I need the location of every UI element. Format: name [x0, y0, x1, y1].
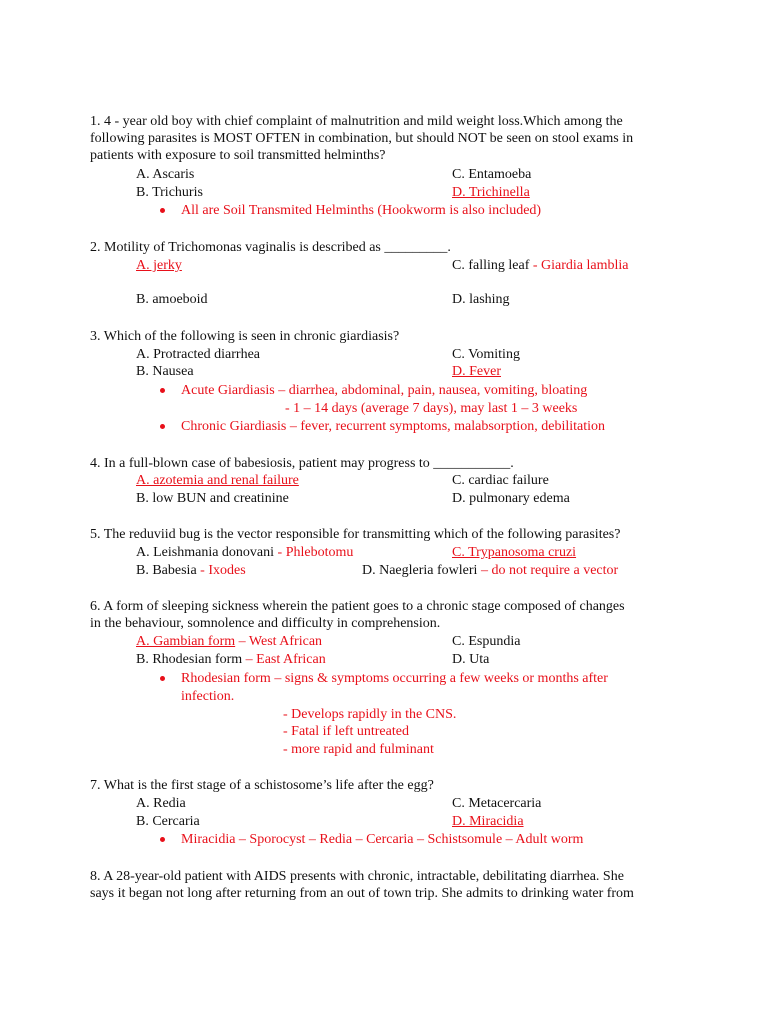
q2-option-d: D. lashing	[452, 292, 510, 307]
q5-option-a-note: - Phlebotomu	[274, 545, 354, 560]
q8-stem-line2: says it began not long after returning from an out of town trip. She admits to drinking water from	[90, 886, 634, 901]
q6-sub-2: - Fatal if left untreated	[283, 724, 409, 739]
q4-option-b: B. low BUN and creatinine	[136, 491, 289, 506]
q2-option-a-answer: A. jerky	[136, 258, 182, 273]
q8-stem-line1: 8. A 28-year-old patient with AIDS presents with chronic, intractable, debilitating diarrhea. She	[90, 869, 624, 884]
q7-bullet	[160, 837, 165, 842]
q6-stem-line1: 6. A form of sleeping sickness wherein the patient goes to a chronic stage composed of changes	[90, 599, 625, 614]
q3-option-d-answer: D. Fever	[452, 364, 501, 379]
q7-option-d-answer: D. Miracidia	[452, 814, 524, 829]
q6-note: Rhodesian form – signs & symptoms occurring a few weeks or months after	[181, 671, 608, 686]
q1-stem-line3: patients with exposure to soil transmitted helminths?	[90, 148, 386, 163]
q6-option-a-note: – West African	[235, 634, 323, 649]
q6-option-d: D. Uta	[452, 652, 490, 667]
q4-option-a-answer: A. azotemia and renal failure	[136, 473, 299, 488]
q5-option-b: B. Babesia - Ixodes	[136, 563, 246, 578]
q3-note-acute: Acute Giardiasis – diarrhea, abdominal, pain, nausea, vomiting, bloating	[181, 383, 588, 398]
q6-option-b-note: – East African	[242, 652, 326, 667]
q3-bullet-2	[160, 424, 165, 429]
q7-note: Miracidia – Sporocyst – Redia – Cercaria – Schistsomule – Adult worm	[181, 832, 584, 847]
q3-option-a: A. Protracted diarrhea	[136, 347, 260, 362]
q2-stem: 2. Motility of Trichomonas vaginalis is described as _________.	[90, 240, 451, 255]
q4-option-d: D. pulmonary edema	[452, 491, 570, 506]
q1-option-d-answer: D. Trichinella	[452, 185, 530, 200]
q6-option-b: B. Rhodesian form – East African	[136, 652, 326, 667]
q6-bullet	[160, 676, 165, 681]
q1-option-b: B. Trichuris	[136, 185, 203, 200]
q4-stem: 4. In a full-blown case of babesiosis, patient may progress to ___________.	[90, 456, 514, 471]
q6-option-c: C. Espundia	[452, 634, 521, 649]
q2-option-c-note: - Giardia lamblia	[529, 258, 629, 273]
q7-option-b: B. Cercaria	[136, 814, 200, 829]
q5-option-a: A. Leishmania donovani - Phlebotomu	[136, 545, 354, 560]
q1-note: All are Soil Transmited Helminths (Hookworm is also included)	[181, 203, 542, 218]
q5-option-d: D. Naegleria fowleri – do not require a vector	[362, 563, 619, 578]
q4-option-c: C. cardiac failure	[452, 473, 549, 488]
q1-stem-line2: following parasites is MOST OFTEN in combination, but should NOT be seen on stool exams in	[90, 131, 634, 146]
q3-note-acute-duration: - 1 – 14 days (average 7 days), may last 1 – 3 weeks	[285, 401, 578, 416]
q6-note-cont: infection.	[181, 689, 235, 704]
q7-option-c: C. Metacercaria	[452, 796, 542, 811]
q6-stem-line2: in the behaviour, somnolence and difficulty in comprehension.	[90, 616, 441, 631]
q1-option-c: C. Entamoeba	[452, 167, 532, 182]
q5-stem: 5. The reduviid bug is the vector responsible for transmitting which of the following parasites?	[90, 527, 621, 542]
q1-option-a: A. Ascaris	[136, 167, 195, 182]
q2-option-c: C. falling leaf - Giardia lamblia	[452, 258, 629, 273]
q6-sub-3: - more rapid and fulminant	[283, 742, 434, 757]
q7-option-a: A. Redia	[136, 796, 186, 811]
q3-option-b: B. Nausea	[136, 364, 194, 379]
q5-option-d-note: – do not require a vector	[477, 563, 619, 578]
q3-option-c: C. Vomiting	[452, 347, 520, 362]
q3-note-chronic: Chronic Giardiasis – fever, recurrent symptoms, malabsorption, debilitation	[181, 419, 606, 434]
q2-option-b: B. amoeboid	[136, 292, 208, 307]
q6-sub-1: - Develops rapidly in the CNS.	[283, 707, 457, 722]
q3-stem: 3. Which of the following is seen in chronic giardiasis?	[90, 329, 400, 344]
q1-bullet	[160, 208, 165, 213]
q5-option-b-note: - Ixodes	[196, 563, 246, 578]
q3-bullet-1	[160, 388, 165, 393]
q6-option-a-answer: A. Gambian form – West African	[136, 634, 323, 649]
q5-option-c-answer: C. Trypanosoma cruzi	[452, 545, 577, 560]
q1-stem-line1: 1. 4 - year old boy with chief complaint of malnutrition and mild weight loss.Which among the	[90, 114, 623, 129]
q7-stem: 7. What is the first stage of a schistosome’s life after the egg?	[90, 778, 434, 793]
